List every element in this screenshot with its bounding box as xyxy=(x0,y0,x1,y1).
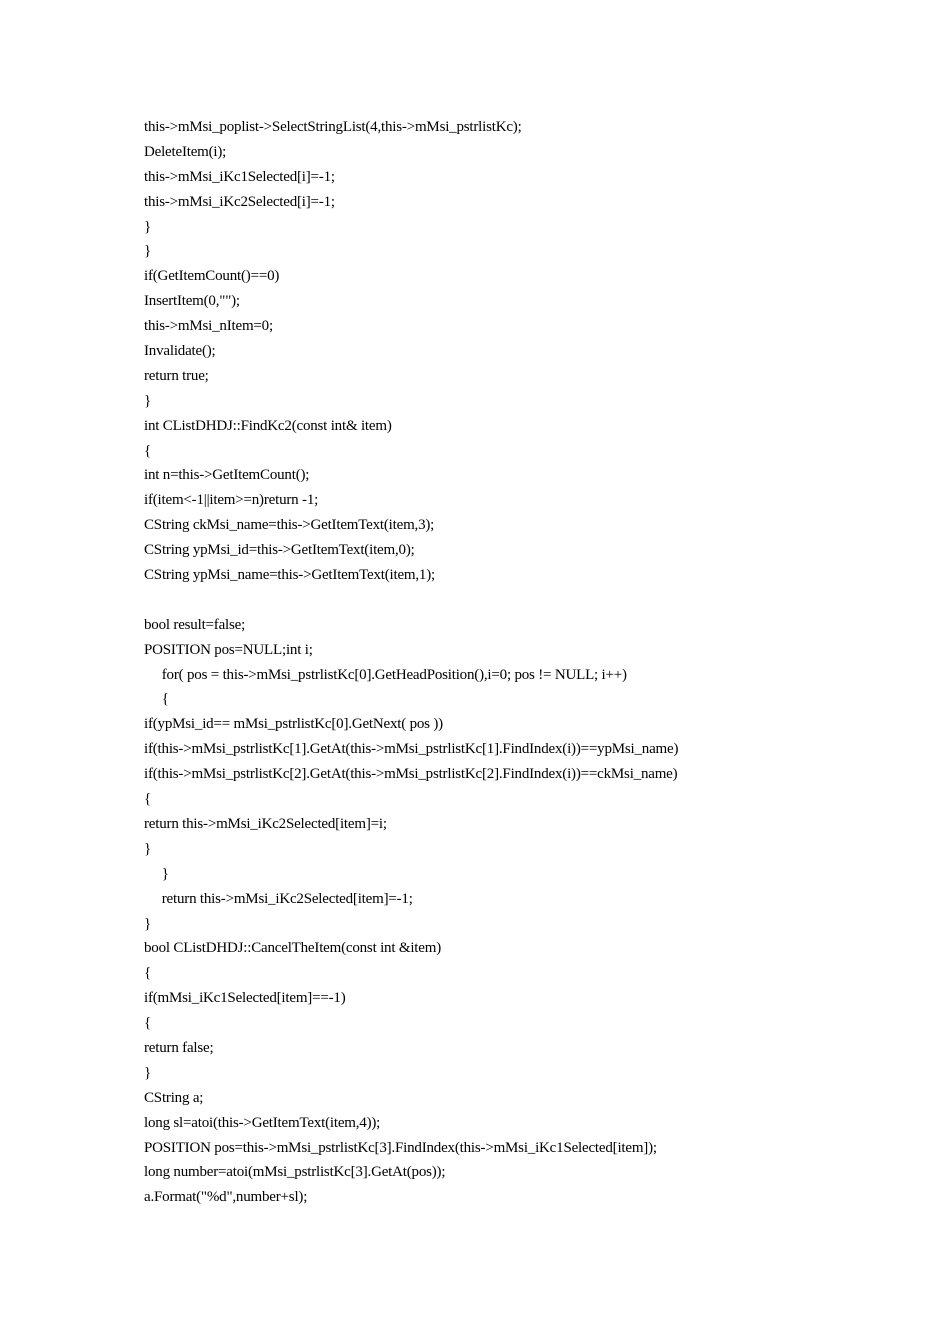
code-line: this->mMsi_nItem=0; xyxy=(144,318,273,335)
code-line: this->mMsi_iKc2Selected[i]=-1; xyxy=(144,193,335,210)
code-line: } xyxy=(144,392,151,409)
code-line: return this->mMsi_iKc2Selected[item]=-1; xyxy=(144,890,413,907)
code-listing xyxy=(144,115,934,1210)
code-line: } xyxy=(144,1064,151,1081)
code-line: InsertItem(0,""); xyxy=(144,293,240,310)
code-line: if(ypMsi_id== mMsi_pstrlistKc[0].GetNext( pos )) xyxy=(144,716,443,733)
code-line: if(GetItemCount()==0) xyxy=(144,268,280,285)
code-line: POSITION pos=this->mMsi_pstrlistKc[3].FindIndex(this->mMsi_iKc1Selected[item]); xyxy=(144,1139,657,1156)
code-line: POSITION pos=NULL;int i; xyxy=(144,641,313,658)
code-line: return this->mMsi_iKc2Selected[item]=i; xyxy=(144,815,387,832)
code-line: this->mMsi_poplist->SelectStringList(4,this->mMsi_pstrlistKc); xyxy=(144,119,522,135)
code-line: Invalidate(); xyxy=(144,343,216,360)
code-line: { xyxy=(144,442,151,459)
code-line: { xyxy=(144,1015,151,1032)
code-line: CString ypMsi_id=this->GetItemText(item,0); xyxy=(144,542,415,559)
code-line: if(item<-1||item>=n)return -1; xyxy=(144,492,319,509)
code-line: int CListDHDJ::FindKc2(const int& item) xyxy=(144,417,392,434)
code-line: DeleteItem(i); xyxy=(144,143,227,160)
code-line: long sl=atoi(this->GetItemText(item,4)); xyxy=(144,1114,381,1131)
code-line: this->mMsi_iKc1Selected[i]=-1; xyxy=(144,168,335,185)
code-line: if(this->mMsi_pstrlistKc[1].GetAt(this->mMsi_pstrlistKc[1].FindIndex(i))==ypMsi_name) xyxy=(144,741,679,758)
code-line: for( pos = this->mMsi_pstrlistKc[0].GetHeadPosition(),i=0; pos != NULL; i++) xyxy=(144,666,627,683)
code-line: return true; xyxy=(144,367,209,384)
code-line: { xyxy=(144,691,169,708)
code-line: { xyxy=(144,791,151,808)
code-line: } xyxy=(144,218,151,235)
code-line: CString a; xyxy=(144,1089,204,1106)
code-line: CString ypMsi_name=this->GetItemText(item,1); xyxy=(144,567,435,584)
code-line: } xyxy=(144,915,151,932)
code-line: CString ckMsi_name=this->GetItemText(item,3); xyxy=(144,517,435,534)
code-line: a.Format("%d",number+sl); xyxy=(144,1189,308,1206)
code-line: bool CListDHDJ::CancelTheItem(const int &item) xyxy=(144,940,441,957)
code-line: } xyxy=(144,243,151,260)
code-line: } xyxy=(144,840,151,857)
code-line: long number=atoi(mMsi_pstrlistKc[3].GetAt(pos)); xyxy=(144,1164,446,1181)
code-line: return false; xyxy=(144,1039,214,1056)
code-line: { xyxy=(144,965,151,982)
code-line: if(this->mMsi_pstrlistKc[2].GetAt(this->mMsi_pstrlistKc[2].FindIndex(i))==ckMsi_name) xyxy=(144,766,678,783)
blank-line xyxy=(144,588,934,613)
code-line: int n=this->GetItemCount(); xyxy=(144,467,310,484)
code-line: if(mMsi_iKc1Selected[item]==-1) xyxy=(144,990,346,1007)
code-line: } xyxy=(144,865,169,882)
code-line: bool result=false; xyxy=(144,616,246,633)
